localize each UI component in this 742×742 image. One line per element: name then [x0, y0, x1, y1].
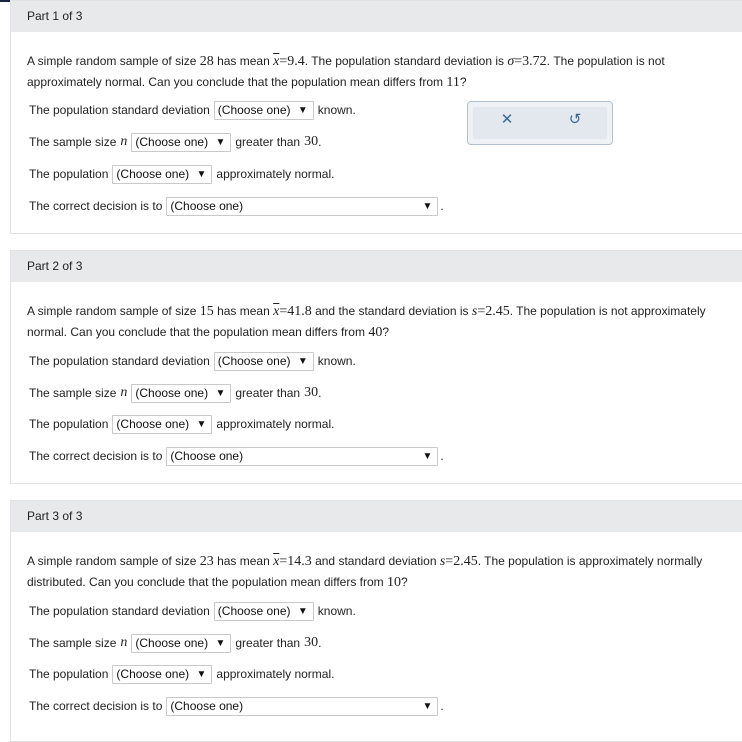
chevron-down-icon: ▼ — [297, 605, 308, 617]
part-2-n-row: The sample size n (Choose one) ▼ greater than 30 . — [29, 383, 321, 403]
part-3-question: A simple random sample of size 23 has mean $\overline{x}=14.3$ and standard deviation s=2.45. The population is approximately normally distributed. Can you conclude that the population mean differs from 10? — [27, 554, 703, 590]
part-2 — [10, 250, 742, 484]
part-1-pop-normal-select[interactable]: (Choose one) ▼ — [112, 165, 212, 184]
chevron-down-icon: ▼ — [297, 104, 308, 116]
part-2-sd-known-select[interactable]: (Choose one) ▼ — [214, 352, 314, 371]
chevron-down-icon: ▼ — [215, 136, 226, 148]
chevron-down-icon: ▼ — [196, 668, 207, 680]
chevron-down-icon: ▼ — [196, 168, 207, 180]
part-2-sd-row: The population standard deviation (Choose one) ▼ known. — [29, 351, 356, 371]
part-1-pop-row: The population (Choose one) ▼ approximately normal. — [29, 164, 334, 184]
undo-icon[interactable]: ↺ — [568, 111, 582, 128]
part-2-pop-row: The population (Choose one) ▼ approximately normal. — [29, 414, 334, 434]
part-2-header: Part 2 of 3 — [11, 251, 742, 282]
part-3-pop-normal-select[interactable]: (Choose one) ▼ — [112, 665, 212, 684]
chevron-down-icon: ▼ — [297, 355, 308, 367]
part-1-question: A simple random sample of size 28 has mean $\overline{x}=9.4$. The population standard deviation is σ=3.72. The population is not approximately normal. Can you conclude that the population mean differs from 11? — [27, 54, 665, 90]
chevron-down-icon: ▼ — [215, 387, 226, 399]
part-2-pop-normal-select[interactable]: (Choose one) ▼ — [112, 415, 212, 434]
part-3-header: Part 3 of 3 — [11, 501, 742, 532]
part-3-decision-row: The correct decision is to (Choose one) ▼ . — [29, 696, 444, 716]
clear-icon[interactable]: ✕ — [500, 111, 514, 128]
part-1-header: Part 1 of 3 — [11, 1, 742, 32]
part-1 — [10, 0, 742, 234]
part-3 — [10, 500, 742, 742]
part-3-n-row: The sample size n (Choose one) ▼ greater than 30 . — [29, 633, 321, 653]
chevron-down-icon: ▼ — [215, 637, 226, 649]
part-1-sd-row: The population standard deviation (Choose one) ▼ known. — [29, 100, 356, 120]
part-1-decision-select[interactable]: (Choose one) ▼ — [166, 197, 438, 216]
part-3-sd-known-select[interactable]: (Choose one) ▼ — [214, 602, 314, 621]
part-2-n-greater-select[interactable]: (Choose one) ▼ — [131, 384, 231, 403]
chevron-down-icon: ▼ — [422, 200, 433, 212]
part-1-sd-known-select[interactable]: (Choose one) ▼ — [214, 101, 314, 120]
part-1-decision-row: The correct decision is to (Choose one) ▼ . — [29, 196, 444, 216]
part-3-decision-select[interactable]: (Choose one) ▼ — [166, 697, 438, 716]
part-3-pop-row: The population (Choose one) ▼ approximately normal. — [29, 664, 334, 684]
answer-tools — [467, 101, 613, 145]
part-2-decision-select[interactable]: (Choose one) ▼ — [166, 447, 438, 466]
part-2-decision-row: The correct decision is to (Choose one) ▼ . — [29, 446, 444, 466]
part-2-question: A simple random sample of size 15 has mean $\overline{x}=41.8$ and the standard deviation is s=2.45. The population is not approximately normal. Can you conclude that the population mean differs from 40? — [27, 304, 706, 340]
part-1-n-row: The sample size n (Choose one) ▼ greater than 30 . — [29, 132, 321, 152]
chevron-down-icon: ▼ — [196, 418, 207, 430]
part-1-n-greater-select[interactable]: (Choose one) ▼ — [131, 133, 231, 152]
part-3-sd-row: The population standard deviation (Choose one) ▼ known. — [29, 601, 356, 621]
part-3-n-greater-select[interactable]: (Choose one) ▼ — [131, 634, 231, 653]
chevron-down-icon: ▼ — [422, 450, 433, 462]
chevron-down-icon: ▼ — [422, 700, 433, 712]
